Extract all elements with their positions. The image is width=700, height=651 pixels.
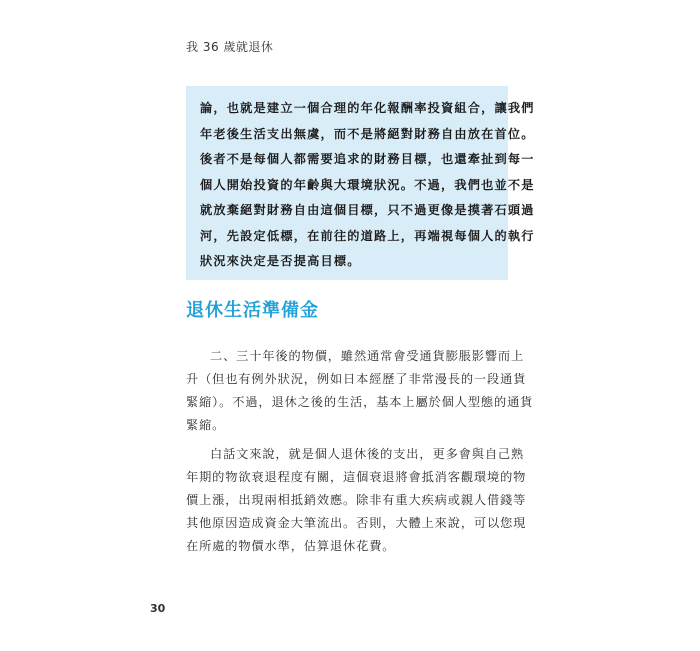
- paragraph-1-line: 緊縮）。不過，退休之後的生活，基本上屬於個人型態的通貨: [186, 395, 534, 409]
- callout-box: [186, 86, 535, 280]
- paragraph-1-line: 升（但也有例外狀況，例如日本經歷了非常漫長的一段通貨: [186, 372, 527, 386]
- paragraph-2-line: 年期的物欲衰退程度有關，這個衰退將會抵消客觀環境的物: [186, 470, 527, 484]
- paragraph-2-line: 價上漲，出現兩相抵銷效應。除非有重大疾病或親人借錢等: [186, 493, 527, 507]
- section-heading: 退休生活準備金: [186, 300, 319, 321]
- callout-line: 河，先設定低標，在前往的道路上，再端視每個人的執行: [200, 228, 535, 243]
- callout-line: 個人開始投資的年齡與大環境狀況。不過，我們也並不是: [200, 177, 535, 192]
- callout-line: 狀況來決定是否提高目標。: [200, 254, 361, 268]
- body-text: [186, 345, 534, 558]
- paragraph-1-line: 二、三十年後的物價，雖然通常會受通貨膨脹影響而上: [210, 349, 525, 363]
- paragraph-1-line: 緊縮。: [186, 418, 226, 432]
- paragraph-2-line: 在所處的物價水準，估算退休花費。: [186, 539, 396, 553]
- callout-line: 後者不是每個人都需要追求的財務目標，也還牽扯到每一: [200, 152, 535, 166]
- running-header: 我 36 歲就退休: [186, 40, 274, 54]
- callout-line: 就放棄絕對財務自由這個目標，只不過更像是摸著石頭過: [200, 203, 535, 217]
- callout-line: 論，也就是建立一個合理的年化報酬率投資組合，讓我們: [200, 101, 535, 115]
- paragraph-2-line: 白話文來說，就是個人退休後的支出，更多會與自己熟: [210, 447, 525, 461]
- callout-line: 年老後生活支出無虞，而不是將絕對財務自由放在首位。: [200, 126, 535, 141]
- page-number: 30: [150, 602, 166, 615]
- paragraph-2-line: 其他原因造成資金大筆流出。否則，大體上來說，可以您現: [186, 516, 527, 530]
